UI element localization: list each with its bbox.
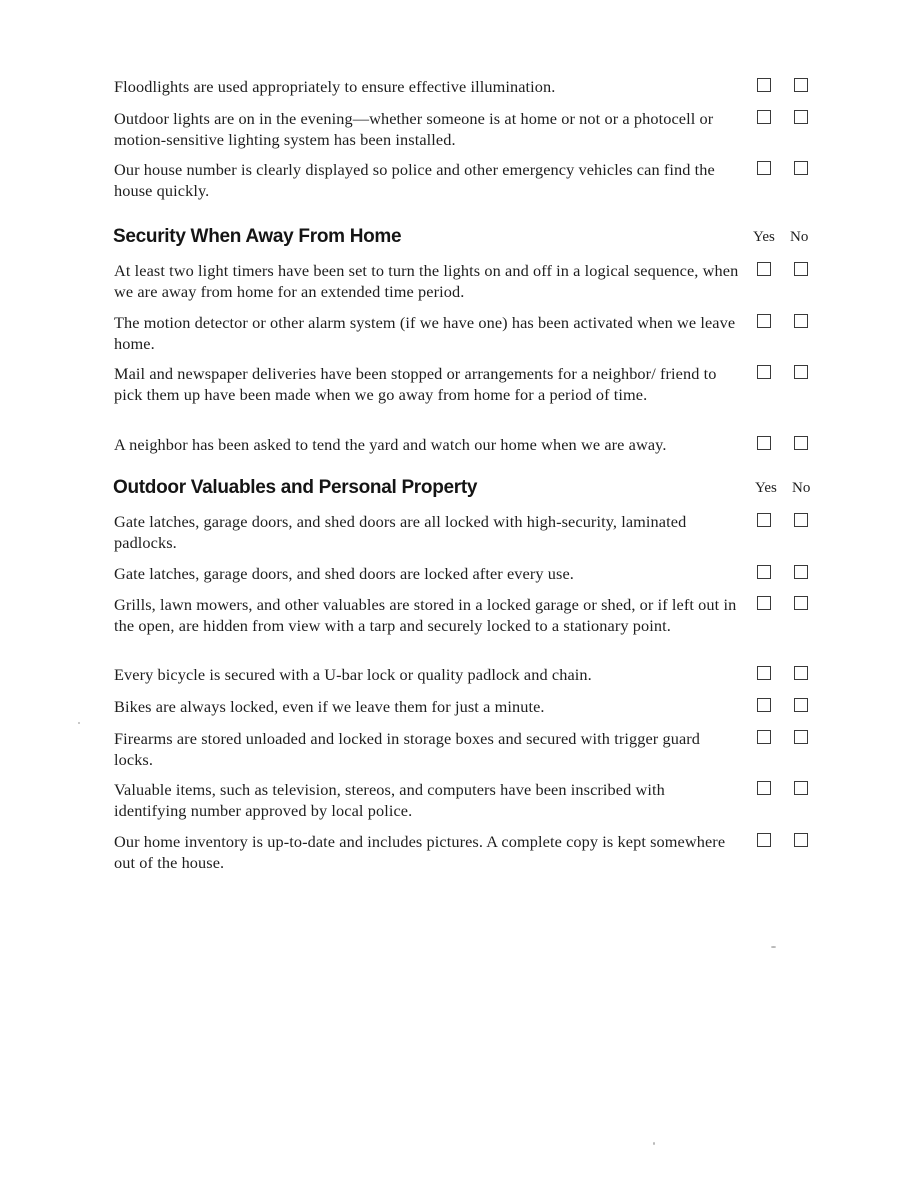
no-checkbox[interactable]: [794, 365, 808, 379]
item-text: Mail and newspaper deliveries have been stopped or arrangements for a neighbor/ friend to pick them up have been made when we go away from home for a period of time.: [114, 364, 717, 404]
no-checkbox[interactable]: [794, 698, 808, 712]
no-checkbox[interactable]: [794, 314, 808, 328]
section-heading-away: Security When Away From Home: [113, 226, 402, 247]
no-checkbox[interactable]: [794, 833, 808, 847]
no-checkbox[interactable]: [794, 565, 808, 579]
yes-checkbox[interactable]: [757, 565, 771, 579]
yes-checkbox[interactable]: [757, 365, 771, 379]
yes-checkbox[interactable]: [757, 666, 771, 680]
yes-checkbox[interactable]: [757, 730, 771, 744]
item-text: Our home inventory is up-to-date and includes pictures. A complete copy is kept somewhere out of the house.: [114, 832, 726, 872]
no-checkbox[interactable]: [794, 262, 808, 276]
item-text: Gate latches, garage doors, and shed doors are locked after every use.: [114, 564, 574, 583]
item-text: Our house number is clearly displayed so police and other emergency vehicles can find the house quickly.: [114, 160, 715, 200]
no-column-label: No: [790, 229, 809, 245]
item-text: The motion detector or other alarm system (if we have one) has been activated when we leave home.: [114, 313, 736, 353]
item-text: Grills, lawn mowers, and other valuables are stored in a locked garage or shed, or if left out in the open, are hidden from view with a tarp and securely locked to a stationary point.: [114, 595, 737, 635]
no-checkbox[interactable]: [794, 513, 808, 527]
yes-checkbox[interactable]: [757, 78, 771, 92]
section-heading-outdoor: Outdoor Valuables and Personal Property: [113, 477, 478, 498]
yes-checkbox[interactable]: [757, 262, 771, 276]
no-checkbox[interactable]: [794, 781, 808, 795]
no-checkbox[interactable]: [794, 110, 808, 124]
no-checkbox[interactable]: [794, 730, 808, 744]
yes-checkbox[interactable]: [757, 110, 771, 124]
no-checkbox[interactable]: [794, 436, 808, 450]
no-column-label: No: [792, 480, 811, 496]
item-text: Bikes are always locked, even if we leave them for just a minute.: [114, 697, 545, 716]
item-text: Firearms are stored unloaded and locked in storage boxes and secured with trigger guard locks.: [114, 729, 701, 769]
item-text: Every bicycle is secured with a U-bar lock or quality padlock and chain.: [114, 665, 592, 684]
yes-checkbox[interactable]: [757, 513, 771, 527]
yes-checkbox[interactable]: [757, 596, 771, 610]
item-text: Valuable items, such as television, stereos, and computers have been inscribed with identifying number approved by local police.: [114, 780, 665, 820]
no-checkbox[interactable]: [794, 596, 808, 610]
no-checkbox[interactable]: [794, 161, 808, 175]
item-text: At least two light timers have been set to turn the lights on and off in a logical sequence, when we are away from home for an extended time period.: [114, 261, 739, 301]
no-checkbox[interactable]: [794, 78, 808, 92]
item-text: Floodlights are used appropriately to ensure effective illumination.: [114, 77, 556, 96]
yes-checkbox[interactable]: [757, 436, 771, 450]
yes-column-label: Yes: [755, 480, 777, 496]
scan-speck: [771, 946, 776, 948]
no-checkbox[interactable]: [794, 666, 808, 680]
yes-checkbox[interactable]: [757, 161, 771, 175]
scan-speck: [653, 1142, 655, 1145]
yes-column-label: Yes: [753, 229, 775, 245]
yes-checkbox[interactable]: [757, 781, 771, 795]
yes-checkbox[interactable]: [757, 314, 771, 328]
scan-speck: [78, 722, 80, 724]
item-text: Outdoor lights are on in the evening—whether someone is at home or not or a photocell or motion-sensitive lighting system has been installed.: [114, 109, 714, 149]
yes-checkbox[interactable]: [757, 833, 771, 847]
item-text: Gate latches, garage doors, and shed doors are all locked with high-security, laminated padlocks.: [114, 512, 687, 552]
yes-checkbox[interactable]: [757, 698, 771, 712]
item-text: A neighbor has been asked to tend the yard and watch our home when we are away.: [114, 435, 667, 454]
